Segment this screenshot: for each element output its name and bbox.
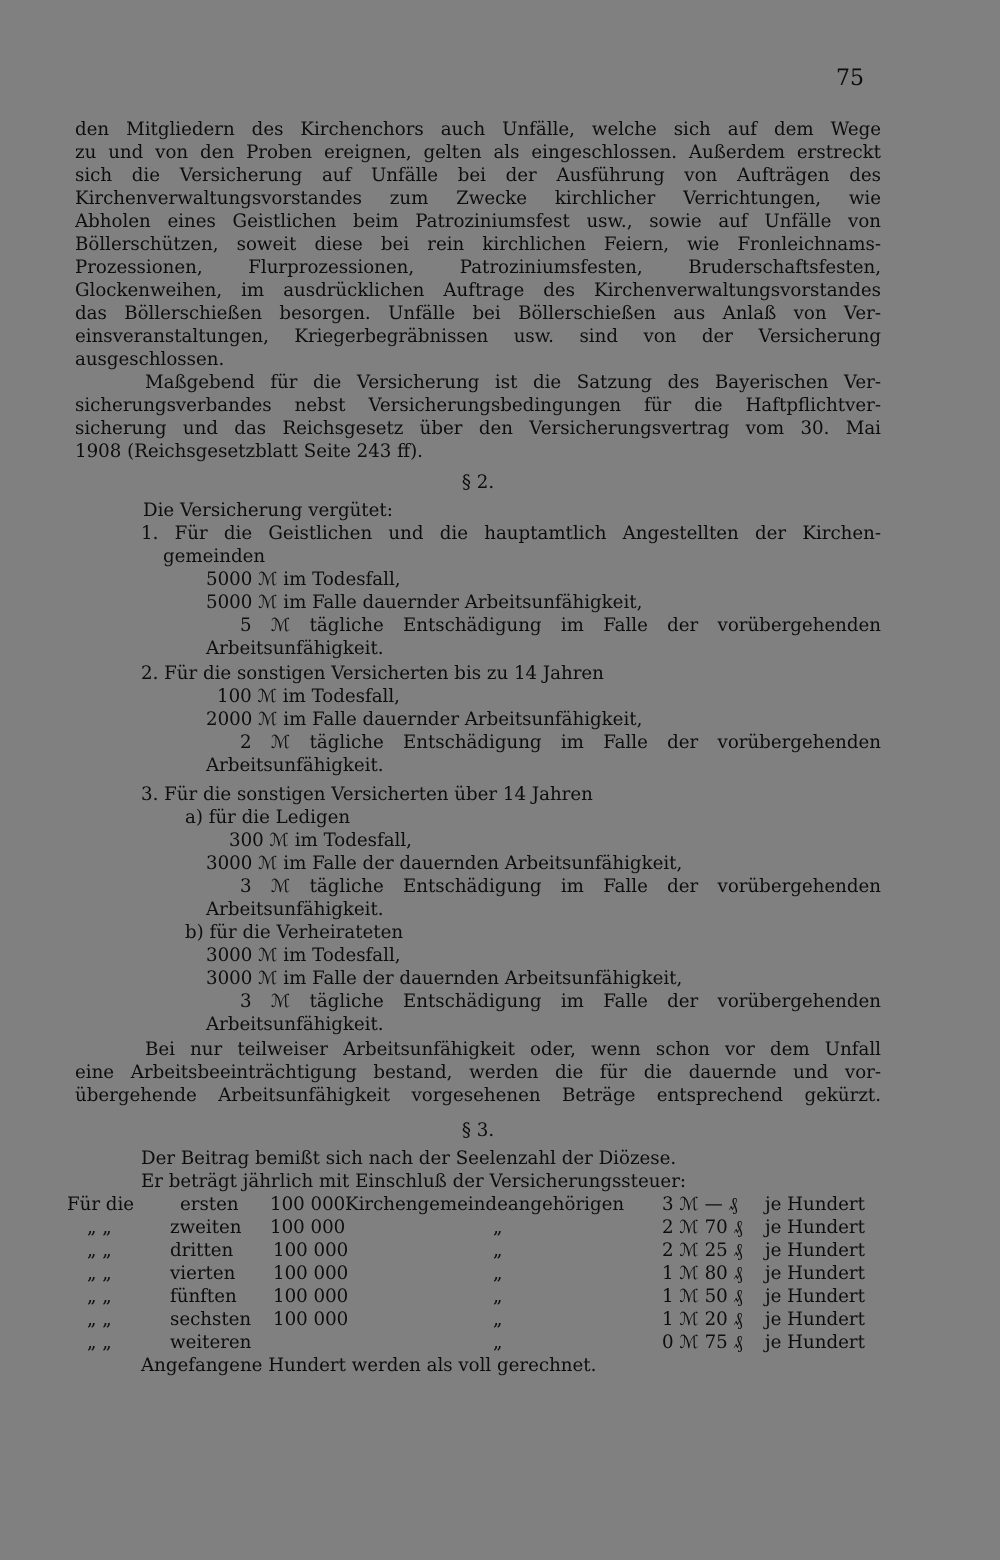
table-cell-prefix: „ „ (87, 1332, 112, 1353)
list-item: 2. Für die sonstigen Versicherten bis zu 14 Jahren (141, 663, 604, 684)
table-cell-amount: 1 ℳ 50 ₰ (662, 1286, 743, 1307)
table-cell-per: je Hundert (765, 1332, 865, 1353)
section-3 (67, 1119, 881, 1377)
text-line: Arbeitsunfähigkeit. (206, 638, 384, 659)
sub-list-item: b) für die Verheirateten (185, 922, 404, 943)
table-cell-unit: „ (493, 1309, 503, 1330)
text-line: einsveranstaltungen, Kriegerbegräbnissen usw. sind von der Versicherung (75, 326, 881, 347)
table-cell-per: je Hundert (765, 1217, 865, 1238)
table-cell-unit: „ (493, 1286, 503, 1307)
table-row (75, 1285, 881, 1308)
text-line: Abholen eines Geistlichen beim Patroziniumsfest usw., sowie auf Unfälle von (75, 211, 881, 232)
text-line: eine Arbeitsbeeinträchtigung bestand, werden die für die dauernde und vor- (75, 1062, 881, 1083)
text-line: das Böllerschießen besorgen. Unfälle bei Böllerschießen aus Anlaß von Ver- (75, 303, 881, 324)
table-cell-unit: Kirchengemeindeangehörigen (345, 1194, 625, 1215)
text-line: Böllerschützen, soweit diese bei rein kirchlichen Feiern, wie Fronleichnams- (75, 234, 881, 255)
text-line: 100 ℳ im Todesfall, (217, 686, 400, 707)
table-cell-amount: 2 ℳ 25 ₰ (662, 1240, 743, 1261)
table-cell-per: je Hundert (765, 1240, 865, 1261)
table-cell-count: 100 000 (270, 1194, 346, 1215)
page-body (67, 118, 881, 1377)
table-cell-amount: 3 ℳ — ₰ (662, 1194, 738, 1215)
text-line: Prozessionen, Flurprozessionen, Patroziniumsfesten, Bruderschaftsfesten, (75, 257, 881, 278)
text-line: Bei nur teilweiser Arbeitsunfähigkeit oder, wenn schon vor dem Unfall (145, 1039, 881, 1060)
text-line: 3000 ℳ im Falle der dauernden Arbeitsunfähigkeit, (206, 853, 683, 874)
text-line: Er beträgt jährlich mit Einschluß der Versicherungssteuer: (141, 1171, 687, 1192)
text-line: 5 ℳ tägliche Entschädigung im Falle der vorübergehenden (240, 615, 881, 636)
text-line: übergehende Arbeitsunfähigkeit vorgesehenen Beträge entsprechend gekürzt. (75, 1085, 881, 1106)
text-line: 3 ℳ tägliche Entschädigung im Falle der vorübergehenden (240, 991, 881, 1012)
table-cell-unit: „ (493, 1240, 503, 1261)
intro-paragraph (75, 118, 881, 371)
footnote: Angefangene Hundert werden als voll gerechnet. (141, 1355, 597, 1376)
text-line: den Mitgliedern des Kirchenchors auch Unfälle, welche sich auf dem Wege (75, 119, 881, 140)
text-line: ausgeschlossen. (75, 349, 225, 370)
table-row (75, 1331, 881, 1354)
text-line: 5000 ℳ im Falle dauernder Arbeitsunfähigkeit, (206, 592, 643, 613)
table-cell-count: 100 000 (270, 1217, 346, 1238)
table-row (75, 1308, 881, 1331)
table-cell-prefix: Für die (67, 1194, 135, 1215)
table-cell-prefix: „ „ (87, 1217, 112, 1238)
text-line: Die Versicherung vergütet: (143, 500, 393, 521)
text-line: 1908 (Reichsgesetzblatt Seite 243 ff). (75, 441, 423, 462)
text-line: Arbeitsunfähigkeit. (206, 1014, 384, 1035)
table-row (75, 1216, 881, 1239)
text-line: Kirchenverwaltungsvorstandes zum Zwecke kirchlicher Verrichtungen, wie (75, 188, 881, 209)
text-line: 3000 ℳ im Falle der dauernden Arbeitsunfähigkeit, (206, 968, 683, 989)
text-line: 300 ℳ im Todesfall, (229, 830, 412, 851)
legal-basis-paragraph (75, 371, 881, 463)
contribution-table (67, 1193, 881, 1354)
table-cell-per: je Hundert (765, 1286, 865, 1307)
table-cell-unit: „ (493, 1217, 503, 1238)
text-line: Maßgebend für die Versicherung ist die Satzung des Bayerischen Ver- (145, 372, 881, 393)
text-line: sicherung und das Reichsgesetz über den Versicherungsvertrag vom 30. Mai (75, 418, 881, 439)
table-cell-unit: „ (493, 1263, 503, 1284)
table-cell-count: 100 000 (273, 1263, 349, 1284)
text-line: sich die Versicherung auf Unfälle bei der Ausführung von Aufträgen des (75, 165, 881, 186)
table-cell-ordinal: ersten (180, 1194, 239, 1215)
table-cell-per: je Hundert (765, 1263, 865, 1284)
table-cell-prefix: „ „ (87, 1309, 112, 1330)
text-line: gemeinden (163, 546, 266, 567)
text-line: sicherungsverbandes nebst Versicherungsbedingungen für die Haftpflichtver- (75, 395, 881, 416)
text-line: 2000 ℳ im Falle dauernder Arbeitsunfähigkeit, (206, 709, 643, 730)
text-line: 2 ℳ tägliche Entschädigung im Falle der vorübergehenden (240, 732, 881, 753)
table-cell-ordinal: vierten (170, 1263, 236, 1284)
section-heading: § 3. (461, 1120, 495, 1141)
list-item: 3. Für die sonstigen Versicherten über 14 Jahren (141, 784, 593, 805)
text-line: Arbeitsunfähigkeit. (206, 755, 384, 776)
list-item: 1. Für die Geistlichen und die hauptamtlich Angestellten der Kirchen- (141, 523, 881, 544)
table-row (67, 1193, 881, 1216)
text-line: 3 ℳ tägliche Entschädigung im Falle der vorübergehenden (240, 876, 881, 897)
table-cell-prefix: „ „ (87, 1286, 112, 1307)
table-cell-amount: 1 ℳ 80 ₰ (662, 1263, 743, 1284)
table-cell-prefix: „ „ (87, 1263, 112, 1284)
page-number: 75 (836, 66, 864, 91)
text-line: 3000 ℳ im Todesfall, (206, 945, 401, 966)
sub-list-item: a) für die Ledigen (185, 807, 351, 828)
section-heading: § 2. (461, 472, 495, 493)
table-row (75, 1239, 881, 1262)
text-line: Arbeitsunfähigkeit. (206, 899, 384, 920)
table-cell-ordinal: dritten (170, 1240, 234, 1261)
table-cell-amount: 2 ℳ 70 ₰ (662, 1217, 743, 1238)
table-cell-per: je Hundert (765, 1309, 865, 1330)
text-line: zu und von den Proben ereignen, gelten als eingeschlossen. Außerdem erstreckt (75, 142, 881, 163)
table-cell-ordinal: fünften (170, 1286, 237, 1307)
text-line: Glockenweihen, im ausdrücklichen Auftrage des Kirchenverwaltungsvorstandes (75, 280, 881, 301)
table-cell-count: 100 000 (273, 1309, 349, 1330)
table-cell-per: je Hundert (765, 1194, 865, 1215)
table-cell-amount: 1 ℳ 20 ₰ (662, 1309, 743, 1330)
text-line: Der Beitrag bemißt sich nach der Seelenzahl der Diözese. (141, 1148, 677, 1169)
table-cell-ordinal: zweiten (170, 1217, 242, 1238)
table-cell-count: 100 000 (273, 1286, 349, 1307)
table-cell-ordinal: sechsten (170, 1309, 252, 1330)
table-cell-ordinal: weiteren (170, 1332, 252, 1353)
table-cell-amount: 0 ℳ 75 ₰ (662, 1332, 743, 1353)
table-row (75, 1262, 881, 1285)
section-2 (75, 471, 881, 1107)
text-line: 5000 ℳ im Todesfall, (206, 569, 401, 590)
table-cell-unit: „ (493, 1332, 503, 1353)
table-cell-count: 100 000 (273, 1240, 349, 1261)
table-cell-prefix: „ „ (87, 1240, 112, 1261)
